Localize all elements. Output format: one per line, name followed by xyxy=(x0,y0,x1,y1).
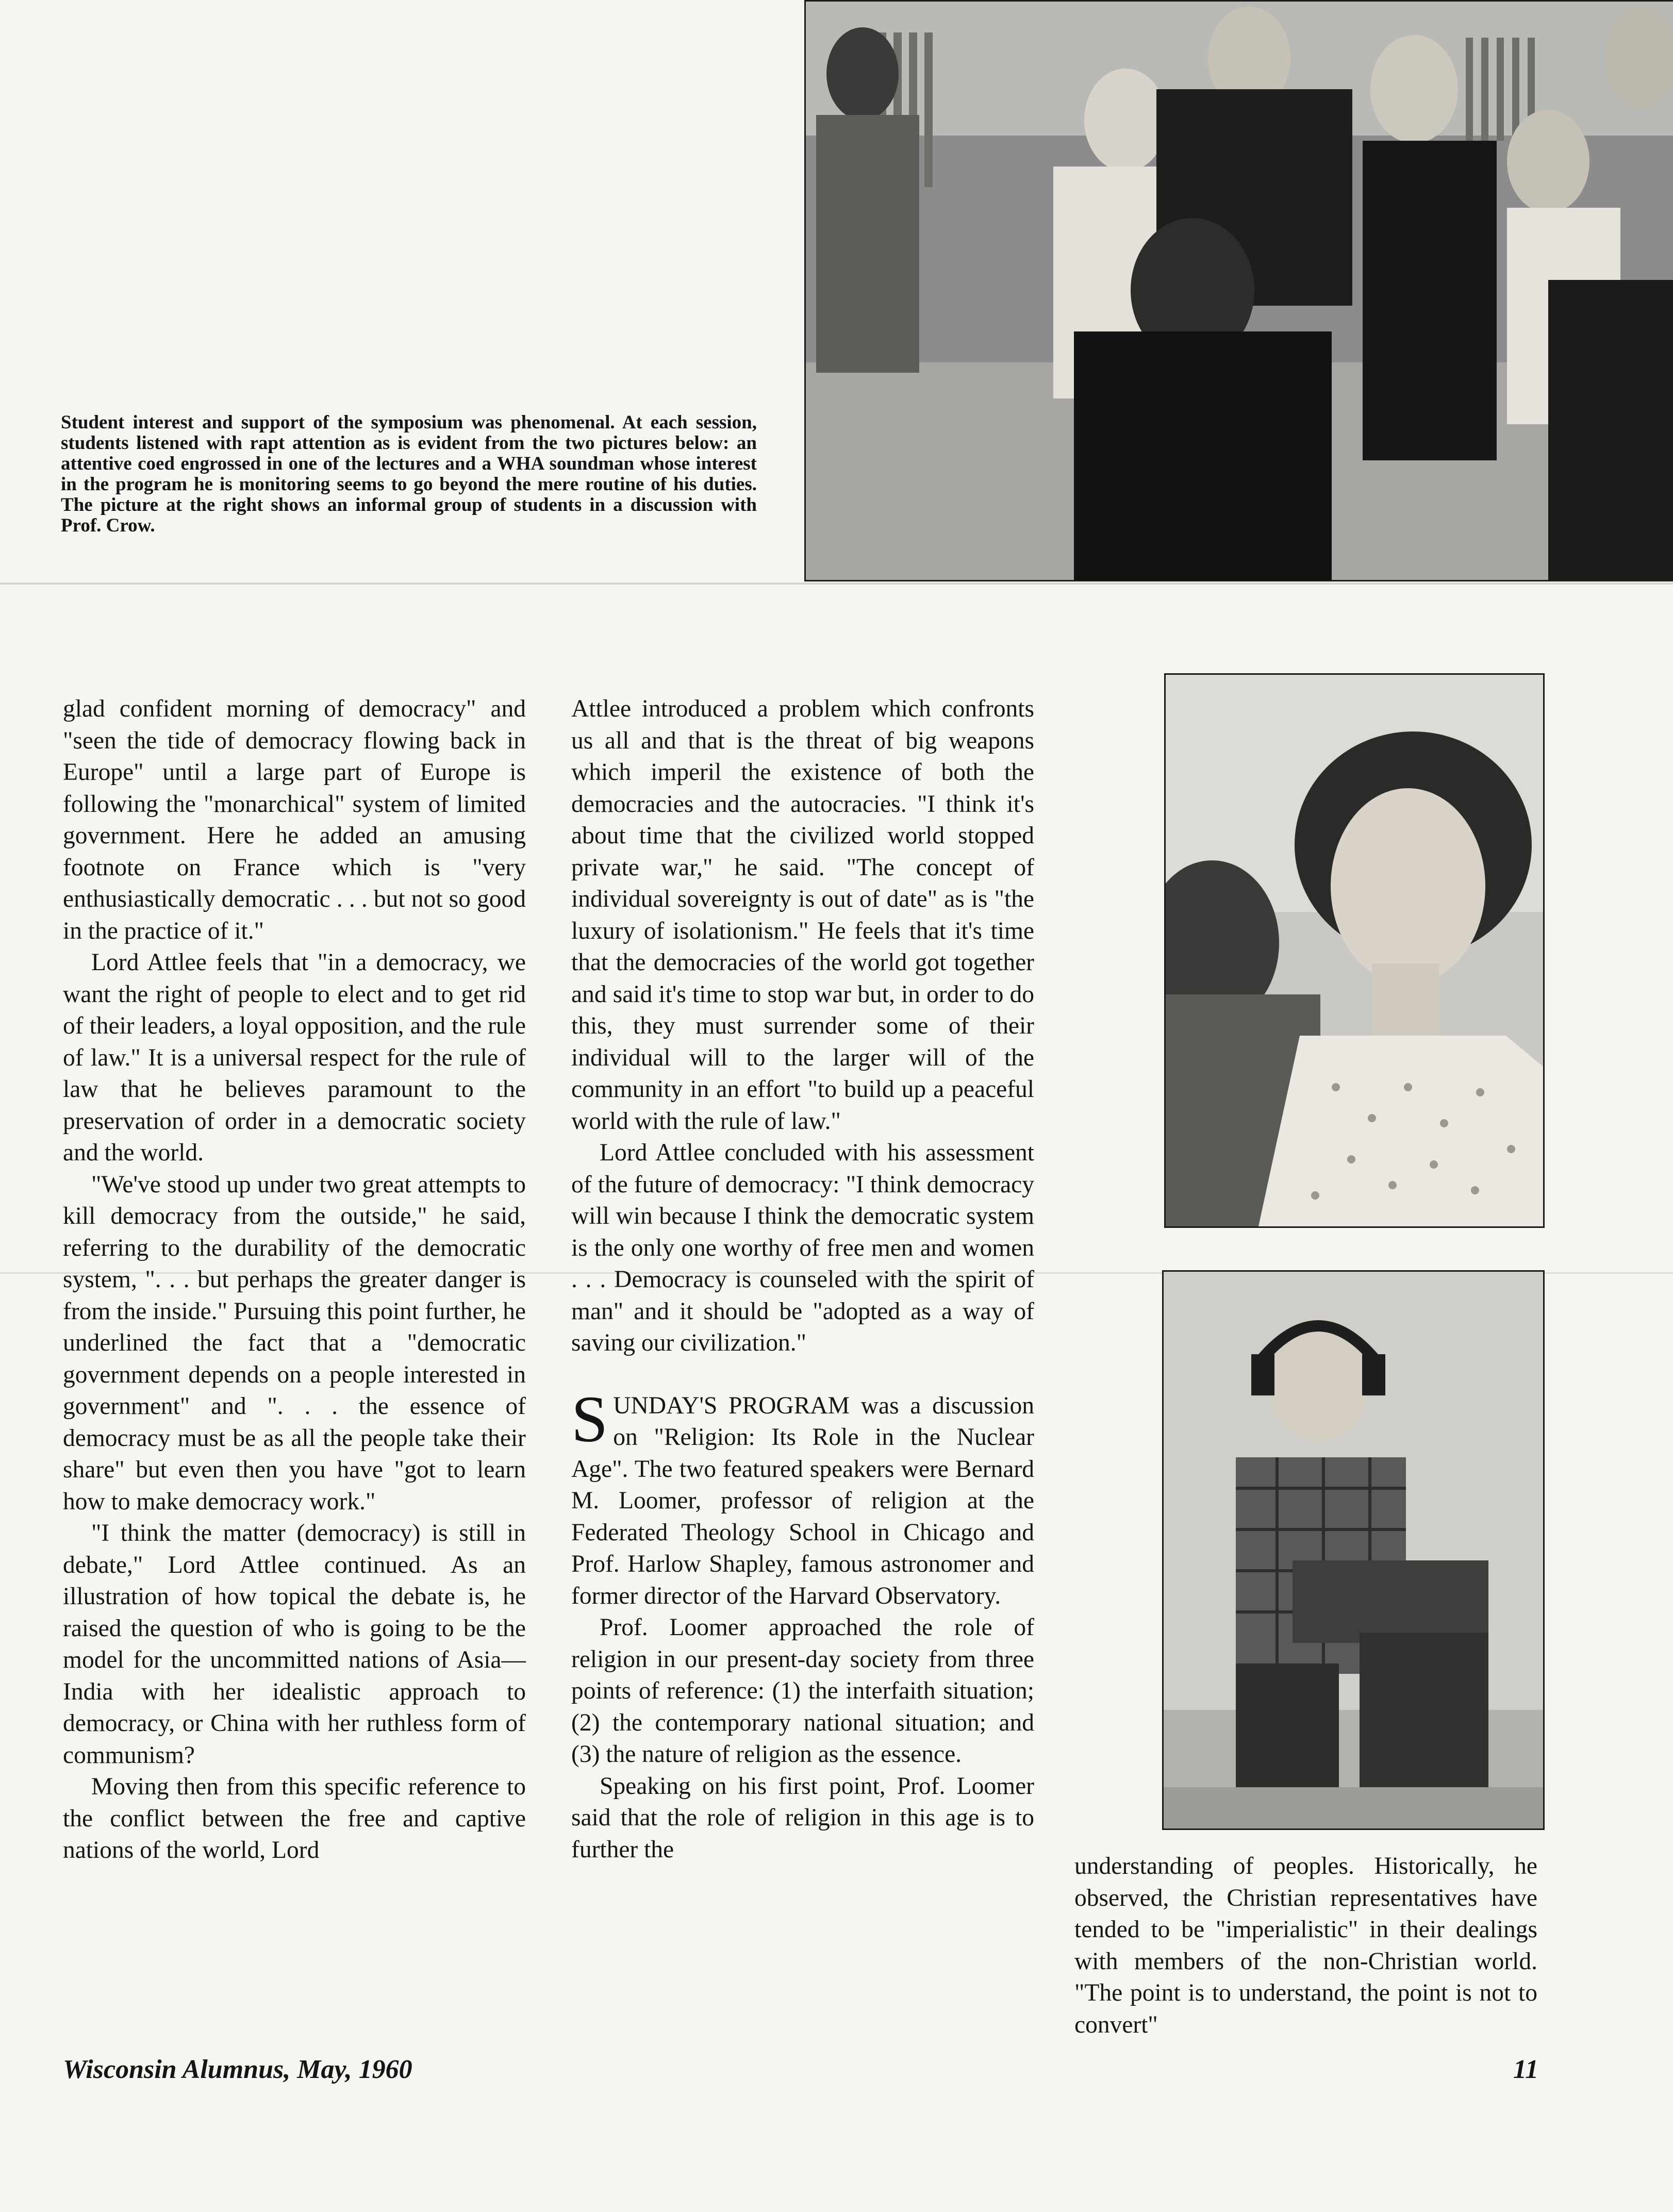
article-column-3 xyxy=(1074,1851,1537,2041)
paragraph: Attlee introduced a problem which confronts us all and that is the threat of big weapons which imperil the existence of both the democracies and the autocracies. "I think it's about time that the civilized world stopped private war," he said. "The concept of individual sovereignty is out of date" as is "the luxury of isolationism." He feels that it's time that the democracies of the world got together and said it's time to stop war but, in order to do this, they must surrender some of their individual will to the larger will of the community in an effort "to build up a peaceful world with the rule of law." xyxy=(571,695,1034,1135)
paragraph: "We've stood up under two great attempts to kill democracy from the outside," he said, referring to the durability of the democratic system, ". . . but perhaps the greater danger is from the inside." Pursuing this point further, he underlined the fact that a "democratic government depends on a people interested in government" and ". . . the essence of democracy must be as all the people take their share" but even then you have "got to learn how to make democracy work." xyxy=(63,1171,526,1515)
photo-student-group-discussion xyxy=(804,0,1673,581)
paragraph: glad confident morning of democracy" and "seen the tide of democracy flowing back in Europe" until a large part of Europe is following the "monarchical" system of limited government. Here he added an amusing footnote on France which is "very enthusiastically democratic . . . but not so good in the practice of it." xyxy=(63,695,526,944)
paragraph: "I think the matter (democracy) is still in debate," Lord Attlee continued. As an illustration of how topical the debate is, he raised the question of who is going to be the model for the uncommitted nations of Asia—India with her idealistic approach to democracy, or China with her ruthless form of communism? xyxy=(63,1520,526,1769)
paragraph: Speaking on his first point, Prof. Loomer said that the role of religion in this age is to further the xyxy=(571,1772,1034,1863)
photo-attentive-coed xyxy=(1164,673,1545,1228)
paragraph: Prof. Loomer approached the role of religion in our present-day society from three points of reference: (1) the interfaith situation; (2) the contemporary national situation; and (3) the nature of religion as the essence. xyxy=(571,1614,1034,1768)
article-column-2 xyxy=(571,693,1034,1866)
section-lead: UNDAY'S PROGRAM xyxy=(613,1392,850,1419)
sunday-program-paragraph xyxy=(571,1382,1034,1612)
paragraph: Lord Attlee concluded with his assessment of the future of democracy: "I think democracy will win because I think the democratic system is the only one worthy of free men and women . . . Democracy is counseled with the spirit of man" and it should be "adopted as a way of saving our civilization." xyxy=(571,1139,1034,1356)
page-number: 11 xyxy=(1513,2055,1539,2084)
paragraph: understanding of peoples. Historically, he observed, the Christian representatives have tended to be "imperialistic" in their dealings with members of the non-Christian world. "The point is to understand, the point is not to convert" xyxy=(1074,1853,1537,2038)
section-text: was a discussion on "Religion: Its Role in the Nuclear Age". The two featured speakers were Bernard M. Loomer, professor of religion at the Federated Theology School in Chicago and Prof. Harlow Shapley, famous astronomer and former director of the Harvard Observatory. xyxy=(571,1392,1034,1609)
paragraph: Lord Attlee feels that "in a democracy, we want the right of people to elect and to get rid of their leaders, a loyal opposition, and the rule of law." It is a universal respect for the rule of law that he believes paramount to the preservation of order in a democratic society and the world. xyxy=(63,949,526,1166)
article-column-1 xyxy=(63,693,526,1867)
page-fold-line xyxy=(0,583,1673,585)
publication-footer: Wisconsin Alumnus, May, 1960 xyxy=(63,2055,412,2084)
photo-wha-soundman xyxy=(1162,1270,1545,1830)
drop-cap: S xyxy=(571,1382,608,1456)
paragraph: Moving then from this specific reference to the conflict between the free and captive nations of the world, Lord xyxy=(63,1773,526,1864)
photo-caption: Student interest and support of the symposium was phenomenal. At each session, students listened with rapt attention as is evident from the two pictures below: an attentive coed engrossed in one of the lectures and a WHA soundman whose interest in the program he is monitoring seems to go beyond the mere routine of his duties. The picture at the right shows an informal group of students in a discussion with Prof. Crow. xyxy=(61,412,757,536)
